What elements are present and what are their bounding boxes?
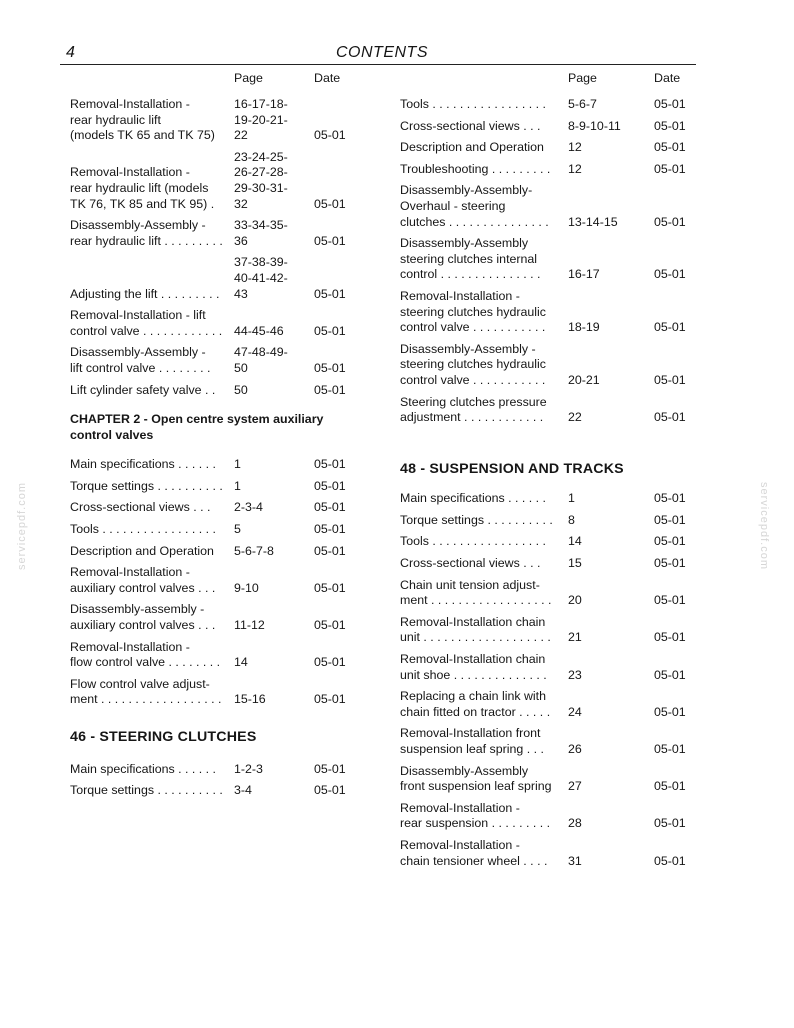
entry-title: Chain unit tension adjust- ment . . . . . . . . . . . . . . . . . .: [400, 577, 552, 608]
entry-title: Adjusting the lift . . . . . . . . .: [70, 286, 220, 301]
entry-pages: 8: [568, 512, 575, 527]
entry-title: Torque settings . . . . . . . . . .: [70, 478, 223, 493]
entry-date: 05-01: [654, 372, 686, 387]
entry-date: 05-01: [654, 512, 686, 527]
left-column: [70, 64, 352, 805]
entry-title: Steering clutches pressure adjustment . . . . . . . . . . . .: [400, 394, 547, 425]
entry-date: 05-01: [654, 214, 686, 229]
entry-pages: 5: [234, 522, 241, 537]
entry-pages: 2-3-4: [234, 500, 263, 515]
toc-entry: [400, 534, 690, 550]
entry-pages: 44-45-46: [234, 323, 284, 338]
entry-title: Removal-Installation - chain tensioner wheel . . . .: [400, 837, 548, 868]
entry-title: Main specifications . . . . . .: [400, 491, 546, 506]
entry-pages: 14: [568, 534, 582, 549]
entry-date: 05-01: [654, 853, 686, 868]
entry-date: 05-01: [314, 692, 346, 707]
toc-entry: [70, 97, 352, 144]
entry-title: Troubleshooting . . . . . . . . .: [400, 161, 551, 176]
entry-date: 05-01: [314, 233, 346, 248]
entry-title: Disassembly-Assembly- Overhaul - steering clutches . . . . . . . . . . . . . . .: [400, 183, 549, 229]
entry-date: 05-01: [654, 410, 686, 425]
entry-date: 05-01: [314, 360, 346, 375]
entry-date: 05-01: [314, 478, 346, 493]
entry-pages: 33-34-35- 36: [234, 218, 288, 248]
entry-title: Disassembly-Assembly - rear hydraulic lift . . . . . . . . .: [70, 218, 223, 248]
entry-pages: 23: [568, 667, 582, 682]
entry-pages: 20: [568, 593, 582, 608]
entry-pages: 22: [568, 410, 582, 425]
toc-entry: [400, 556, 690, 572]
toc-entry: [400, 652, 690, 683]
entry-date: 05-01: [654, 779, 686, 794]
toc-entry: [400, 236, 690, 283]
entry-date: 05-01: [314, 128, 346, 143]
entry-pages: 1-2-3: [234, 761, 263, 776]
entry-date: 05-01: [314, 655, 346, 670]
section-heading: 48 - SUSPENSION AND TRACKS: [400, 460, 624, 477]
page-number: 4: [66, 44, 75, 61]
entry-date: 05-01: [654, 816, 686, 831]
entry-title: Disassembly-Assembly - steering clutches hydraulic control valve . . . . . . . . . . .: [400, 341, 547, 387]
toc-entry: [70, 602, 352, 633]
toc-entry: [70, 762, 352, 778]
entry-date: 05-01: [314, 196, 346, 211]
section-heading: 46 - STEERING CLUTCHES: [70, 729, 257, 745]
toc-list: [70, 762, 352, 799]
entry-pages: 16-17-18- 19-20-21- 22: [234, 97, 288, 143]
entry-date: 05-01: [314, 500, 346, 515]
entry-title: Disassembly-Assembly steering clutches internal control . . . . . . . . . . . . . . .: [400, 236, 541, 282]
watermark-left: servicepdf.com: [15, 482, 28, 570]
entry-pages: 21: [568, 630, 582, 645]
entry-pages: 1: [234, 478, 241, 493]
entry-pages: 15: [568, 556, 582, 571]
entry-title: Cross-sectional views . . .: [70, 500, 211, 515]
toc-entry: [70, 640, 352, 671]
entry-date: 05-01: [314, 761, 346, 776]
toc-entry: [70, 544, 352, 560]
toc-entry: [400, 162, 690, 178]
entry-pages: 9-10: [234, 580, 259, 595]
toc-entry: [70, 677, 352, 708]
entry-title: Removal-Installation chain unit . . . . . . . . . . . . . . . . . . .: [400, 614, 551, 645]
entry-date: 05-01: [654, 140, 686, 155]
page-column-label: Page: [234, 71, 263, 85]
entry-pages: 50: [234, 382, 248, 397]
left-column-header: [70, 64, 352, 97]
entry-pages: 20-21: [568, 372, 600, 387]
entry-pages: 37-38-39- 40-41-42- 43: [234, 255, 288, 301]
watermark-right: servicepdf.com: [757, 482, 770, 570]
toc-entry: [400, 119, 690, 135]
entry-pages: 12: [568, 140, 582, 155]
entry-date: 05-01: [654, 118, 686, 133]
toc-entry: [400, 395, 690, 426]
entry-title: Removal-Installation - rear hydraulic lift (models TK 76, TK 85 and TK 95) .: [70, 165, 215, 211]
toc-entry: [70, 383, 352, 399]
entry-pages: 13-14-15: [568, 214, 618, 229]
entry-title: Removal-Installation - auxiliary control valves . . .: [70, 565, 216, 595]
right-column: [400, 64, 690, 875]
toc-list: [400, 97, 690, 426]
entry-pages: 23-24-25- 26-27-28- 29-30-31- 32: [234, 149, 288, 211]
entry-pages: 28: [568, 816, 582, 831]
date-column-label: Date: [654, 71, 681, 85]
entry-pages: 3-4: [234, 783, 252, 798]
entry-date: 05-01: [654, 704, 686, 719]
toc-entry: [400, 578, 690, 609]
entry-title: Tools . . . . . . . . . . . . . . . . .: [70, 522, 216, 537]
entry-pages: 24: [568, 704, 582, 719]
page-column-label: Page: [568, 71, 597, 85]
entry-date: 05-01: [654, 667, 686, 682]
entry-pages: 1: [568, 491, 575, 506]
entry-title: Lift cylinder safety valve . .: [70, 382, 216, 397]
entry-title: Removal-Installation - steering clutches hydraulic control valve . . . . . . . . . . .: [400, 288, 547, 335]
toc-entry: [70, 565, 352, 596]
toc-entry: [70, 345, 352, 376]
entry-pages: 5-6-7: [568, 97, 597, 111]
right-column-header: [400, 64, 690, 97]
entry-date: 05-01: [314, 618, 346, 633]
toc-entry: [70, 479, 352, 495]
entry-title: Disassembly-Assembly front suspension leaf spring: [400, 763, 552, 794]
toc-entry: [400, 726, 690, 757]
entry-title: Removal-Installation - flow control valve . . . . . . . .: [70, 639, 221, 670]
entry-title: Replacing a chain link with chain fitted on tractor . . . . .: [400, 689, 551, 719]
entry-pages: 31: [568, 853, 582, 868]
entry-pages: 12: [568, 161, 582, 176]
page-header: [60, 40, 696, 66]
entry-date: 05-01: [654, 534, 686, 549]
entry-date: 05-01: [314, 543, 346, 558]
toc-list: [400, 491, 690, 869]
entry-date: 05-01: [654, 593, 686, 608]
entry-date: 05-01: [314, 323, 346, 338]
entry-title: Description and Operation: [400, 140, 544, 155]
entry-date: 05-01: [654, 161, 686, 176]
toc-entry: [70, 500, 352, 516]
toc-entry: [70, 255, 352, 302]
entry-title: Tools . . . . . . . . . . . . . . . . .: [400, 97, 546, 111]
toc-entry: [70, 308, 352, 339]
entry-title: Removal-Installation - rear suspension . . . . . . . . .: [400, 800, 551, 831]
toc-entry: [400, 513, 690, 529]
toc-list: [70, 97, 352, 398]
entry-title: Tools . . . . . . . . . . . . . . . . .: [400, 534, 546, 549]
entry-title: Cross-sectional views . . .: [400, 118, 541, 133]
entry-pages: 1: [234, 457, 241, 472]
entry-pages: 16-17: [568, 267, 600, 282]
entry-title: Removal-Installation - rear hydraulic lift (models TK 65 and TK 75): [70, 97, 215, 143]
entry-pages: 14: [234, 655, 248, 670]
entry-pages: 15-16: [234, 692, 266, 707]
entry-date: 05-01: [314, 580, 346, 595]
entry-pages: 47-48-49- 50: [234, 345, 288, 375]
toc-entry: [70, 457, 352, 473]
entry-date: 05-01: [314, 382, 346, 397]
toc-entry: [400, 801, 690, 832]
entry-title: Removal-Installation chain unit shoe . . . . . . . . . . . . . .: [400, 652, 547, 682]
toc-list: [70, 457, 352, 708]
toc-entry: [400, 183, 690, 230]
entry-title: Torque settings . . . . . . . . . .: [70, 783, 223, 798]
entry-title: Removal-Installation front suspension leaf spring . . .: [400, 726, 544, 756]
entry-title: Disassembly-assembly - auxiliary control valves . . .: [70, 602, 216, 633]
toc-entry: [400, 140, 690, 156]
entry-date: 05-01: [654, 742, 686, 756]
toc-entry: [400, 491, 690, 507]
entry-title: Disassembly-Assembly - lift control valve . . . . . . . .: [70, 345, 211, 375]
entry-title: Description and Operation: [70, 543, 214, 558]
toc-entry: [400, 289, 690, 336]
toc-entry: [400, 342, 690, 389]
entry-pages: 27: [568, 779, 582, 794]
toc-entry: [70, 522, 352, 538]
entry-pages: 18-19: [568, 320, 600, 335]
entry-date: 05-01: [654, 630, 686, 645]
toc-entry: [400, 838, 690, 869]
toc-entry: [400, 764, 690, 795]
entry-date: 05-01: [654, 320, 686, 335]
entry-pages: 26: [568, 742, 582, 756]
entry-title: Main specifications . . . . . .: [70, 457, 216, 472]
entry-title: Flow control valve adjust- ment . . . . . . . . . . . . . . . . . .: [70, 676, 222, 707]
chapter-heading: CHAPTER 2 - Open centre system auxiliary control valves: [70, 412, 324, 442]
toc-entry: [70, 150, 352, 212]
toc-entry: [400, 689, 690, 720]
entry-date: 05-01: [314, 522, 346, 537]
entry-date: 05-01: [314, 783, 346, 798]
entry-pages: 8-9-10-11: [568, 118, 621, 133]
entry-title: Torque settings . . . . . . . . . .: [400, 512, 553, 527]
entry-date: 05-01: [654, 491, 686, 506]
entry-pages: 5-6-7-8: [234, 543, 274, 558]
toc-entry: [400, 97, 690, 113]
entry-title: Main specifications . . . . . .: [70, 761, 216, 776]
entry-pages: 11-12: [234, 618, 265, 633]
entry-date: 05-01: [654, 267, 686, 282]
date-column-label: Date: [314, 71, 341, 85]
toc-entry: [400, 615, 690, 646]
entry-date: 05-01: [654, 97, 686, 111]
entry-date: 05-01: [314, 457, 346, 472]
entry-title: Removal-Installation - lift control valve . . . . . . . . . . . .: [70, 308, 223, 338]
toc-entry: [70, 783, 352, 799]
page-title: CONTENTS: [336, 44, 428, 61]
toc-entry: [70, 218, 352, 249]
entry-title: Cross-sectional views . . .: [400, 556, 541, 571]
entry-date: 05-01: [654, 556, 686, 571]
entry-date: 05-01: [314, 286, 346, 301]
